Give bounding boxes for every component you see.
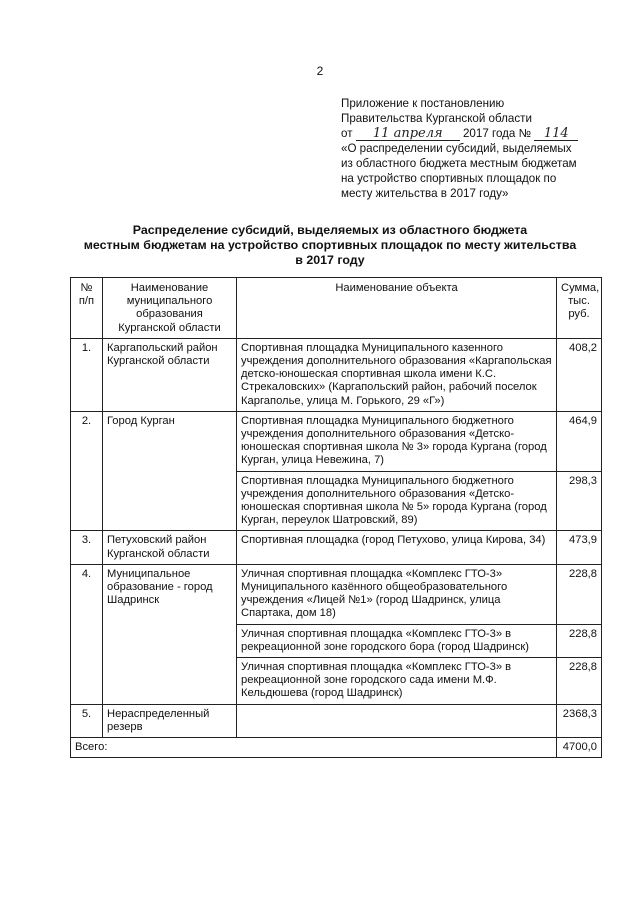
appendix-year-text: 2017 года № — [462, 127, 532, 140]
page-number: 2 — [316, 64, 324, 78]
appendix-subject-1: «О распределении субсидий, выделяемых — [341, 142, 572, 155]
table-row — [71, 564, 602, 624]
row-num: 5. — [71, 704, 103, 737]
title-line-3: в 2017 году — [295, 253, 365, 267]
appendix-block — [341, 96, 611, 201]
row-sum: 464,9 — [557, 411, 602, 471]
row-sum: 408,2 — [557, 338, 602, 411]
table-row — [71, 531, 602, 564]
handwritten-date: 11 апреля — [356, 128, 460, 141]
appendix-subject-2: из областного бюджета местным бюджетам — [341, 157, 577, 170]
row-num: 1. — [71, 338, 103, 411]
title-line-2: местным бюджетам на устройство спортивных площадок по месту жительства — [83, 238, 577, 252]
table-row — [71, 338, 602, 411]
row-sum: 2368,3 — [557, 704, 602, 737]
total-label: Всего: — [71, 738, 557, 758]
row-object: Спортивная площадка Муниципального казенного учреждения дополнительного образования «Каргапольская детско-юношеская спортивная школа имени К.С. Стрекаловских» (Каргапольский район, рабочий поселок Каргаполье, улица М. Горького, 29 «Г») — [237, 338, 557, 411]
row-object: Спортивная площадка (город Петухово, улица Кирова, 34) — [237, 531, 557, 564]
row-num: 2. — [71, 411, 103, 531]
row-municipality: Город Курган — [103, 411, 237, 531]
table-row — [71, 704, 602, 737]
header-object: Наименование объекта — [237, 278, 557, 339]
header-sum: Сумма, тыс. руб. — [557, 278, 602, 339]
row-object: Спортивная площадка Муниципального бюджетного учреждения дополнительного образования «Детско-юношеская спортивная школа № 5» города Кургана (город Курган, переулок Шатровский, 89) — [237, 471, 557, 531]
appendix-subject-3: на устройство спортивных площадок по — [341, 172, 557, 185]
row-object — [237, 704, 557, 737]
table-header-row — [71, 278, 602, 339]
row-num: 4. — [71, 564, 103, 704]
row-sum: 228,8 — [557, 658, 602, 705]
row-municipality: Нераспределенный резерв — [103, 704, 237, 737]
header-municipality: Наименование муниципального образования Курганской области — [103, 278, 237, 339]
row-num: 3. — [71, 531, 103, 564]
row-municipality: Каргапольский район Курганской области — [103, 338, 237, 411]
appendix-subject-4: месту жительства в 2017 году» — [341, 187, 509, 200]
row-object: Уличная спортивная площадка «Комплекс ГТО-3» в рекреационной зоне городского бора (город Шадринск) — [237, 624, 557, 657]
appendix-from-prefix: от — [341, 127, 353, 140]
row-object: Уличная спортивная площадка «Комплекс ГТО-3» в рекреационной зоне городского сада имени М.Ф. Кельдюшева (город Шадринск) — [237, 658, 557, 705]
handwritten-number: 114 — [534, 128, 578, 141]
table-row — [71, 411, 602, 471]
row-municipality: Муниципальное образование - город Шадринск — [103, 564, 237, 704]
appendix-line-2: Правительства Курганской области — [341, 112, 532, 125]
appendix-date-line — [341, 126, 611, 141]
title-line-1: Распределение субсидий, выделяемых из областного бюджета — [132, 223, 528, 237]
header-num: № п/п — [71, 278, 103, 339]
row-object: Уличная спортивная площадка «Комплекс ГТО-3» Муниципального казённого общеобразовательного учреждения «Лицей №1» (город Шадринск, улица Спартака, дом 18) — [237, 564, 557, 624]
document-title — [70, 223, 590, 268]
row-sum: 228,8 — [557, 624, 602, 657]
row-sum: 228,8 — [557, 564, 602, 624]
appendix-line-1: Приложение к постановлению — [341, 97, 505, 110]
row-object: Спортивная площадка Муниципального бюджетного учреждения дополнительного образования «Детско-юношеская спортивная школа № 3» города Кургана (город Курган, улица Невежина, 7) — [237, 411, 557, 471]
row-sum: 473,9 — [557, 531, 602, 564]
subsidy-table — [70, 277, 602, 758]
row-municipality: Петуховский район Курганской области — [103, 531, 237, 564]
total-sum: 4700,0 — [557, 738, 602, 758]
row-sum: 298,3 — [557, 471, 602, 531]
table-total-row — [71, 738, 602, 758]
